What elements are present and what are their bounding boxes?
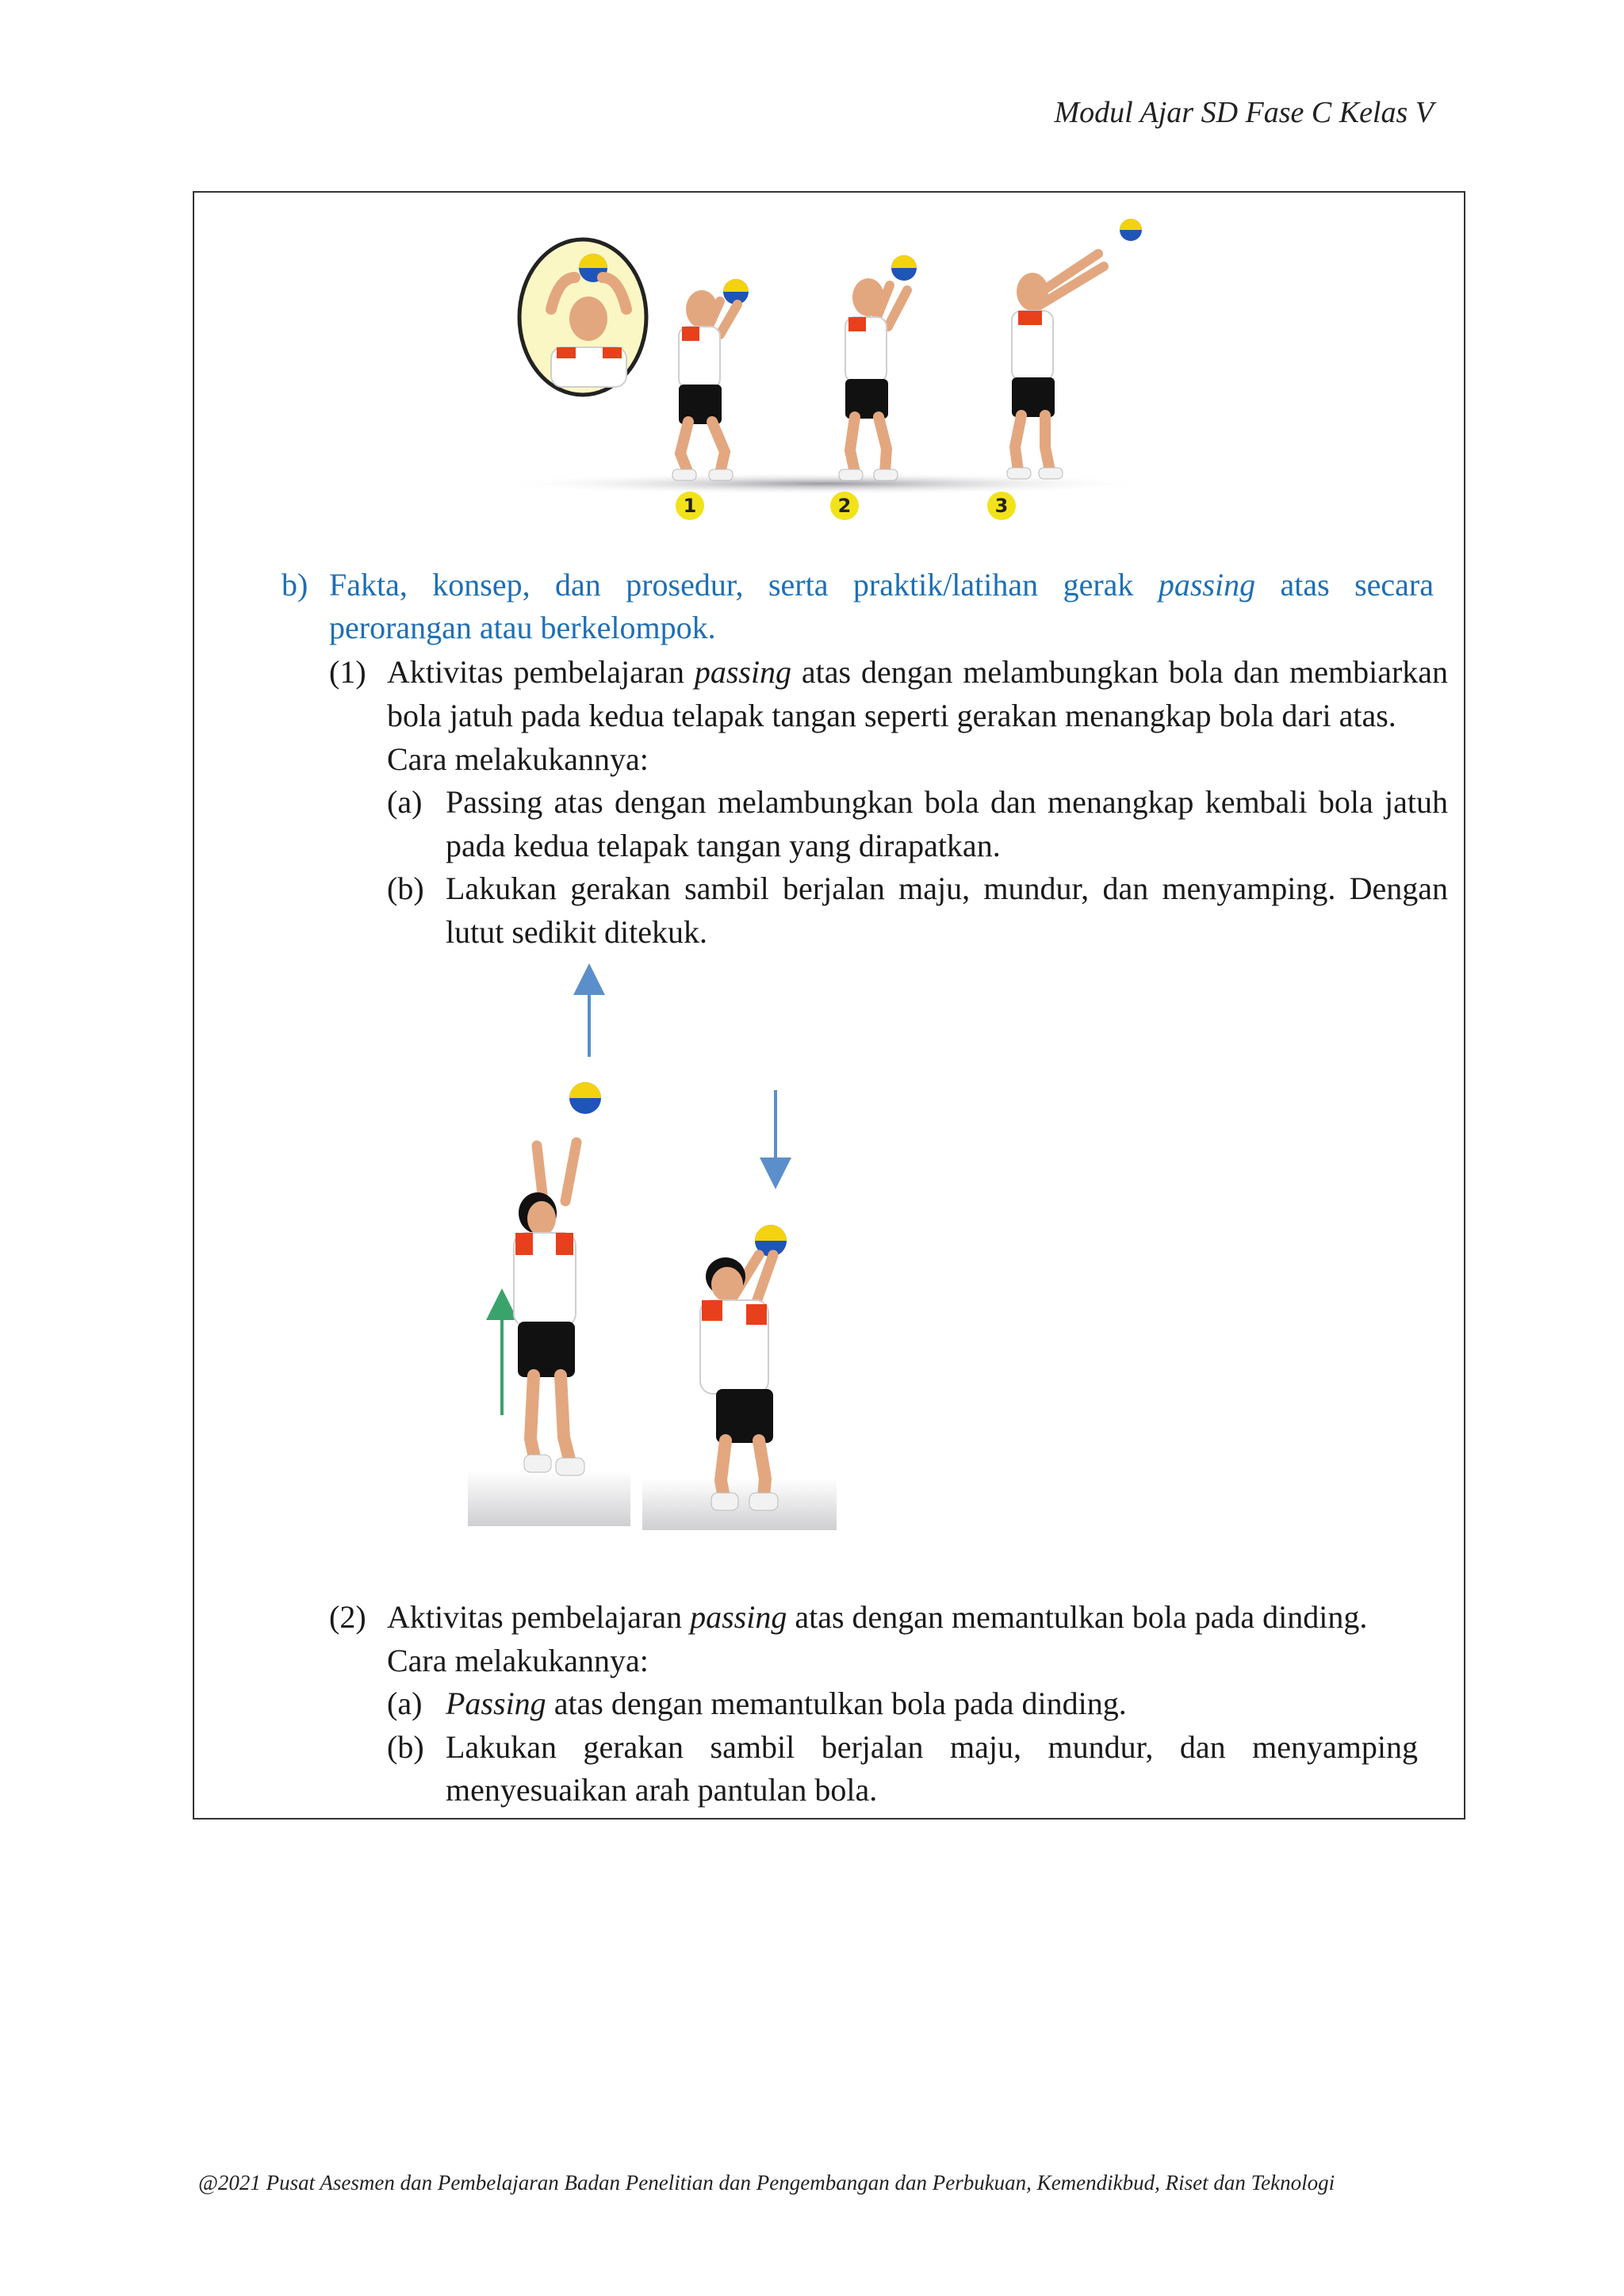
item-1b-line1: Lakukan gerakan sambil berjalan maju, mundur, dan menyamping. Dengan — [446, 871, 1448, 906]
item-1-line2: bola jatuh pada kedua telapak tangan seperti gerakan menangkap bola dari atas. — [387, 698, 1396, 733]
svg-text:3: 3 — [994, 495, 1009, 517]
item-1a-line2: pada kedua telapak tangan yang dirapatkan. — [446, 828, 1001, 863]
item-1b-marker: (b) — [387, 871, 424, 906]
section-b-heading-line1: Fakta, konsep, dan prosedur, serta praktik/latihan gerak passing atas secara — [329, 567, 1434, 603]
item-1a-line1: Passing atas dengan melambungkan bola dan menangkap kembali bola jatuh — [446, 784, 1448, 820]
page-header: Modul Ajar SD Fase C Kelas V — [1054, 96, 1434, 129]
player-catching — [700, 1225, 787, 1510]
item-1b-line2: lutut sedikit ditekuk. — [446, 914, 707, 950]
player-tossing — [514, 1082, 601, 1475]
hand-position-inset — [519, 239, 646, 395]
section-b-marker: b) — [282, 567, 308, 603]
item-2-line1: Aktivitas pembelajaran passing atas dengan memantulkan bola pada dinding. — [387, 1599, 1368, 1635]
passing-sequence-figure — [468, 214, 1182, 527]
item-2a-marker: (a) — [387, 1686, 423, 1721]
item-1-line1: Aktivitas pembelajaran passing atas dengan melambungkan bola dan membiarkan — [387, 654, 1449, 690]
item-2b-marker: (b) — [387, 1729, 424, 1765]
item-1-how-to: Cara melakukannya: — [387, 741, 649, 777]
svg-text:2: 2 — [837, 495, 852, 517]
step-badge-2 — [830, 492, 859, 520]
item-2-marker: (2) — [329, 1599, 366, 1635]
player-step-2 — [839, 255, 917, 480]
toss-catch-figure — [464, 963, 845, 1534]
item-2-how-to: Cara melakukannya: — [387, 1643, 649, 1678]
player-step-1 — [672, 279, 749, 480]
item-2b-line1: Lakukan gerakan sambil berjalan maju, mundur, dan menyamping — [446, 1729, 1418, 1765]
item-1a-marker: (a) — [387, 784, 423, 820]
step-badge-1 — [676, 492, 704, 520]
item-2a-text: Passing atas dengan memantulkan bola pada dinding. — [446, 1686, 1127, 1721]
section-b-heading-line2: perorangan atau berkelompok. — [329, 610, 716, 645]
svg-text:1: 1 — [683, 495, 697, 517]
page-footer: @2021 Pusat Asesmen dan Pembelajaran Badan Penelitian dan Pengembangan dan Perbukuan, Kemendikbud, Riset dan Teknologi — [198, 2171, 1335, 2195]
player-step-3 — [1007, 219, 1142, 479]
item-1-marker: (1) — [329, 654, 366, 690]
item-2b-line2: menyesuaikan arah pantulan bola. — [446, 1772, 878, 1808]
step-badge-3 — [987, 492, 1016, 520]
